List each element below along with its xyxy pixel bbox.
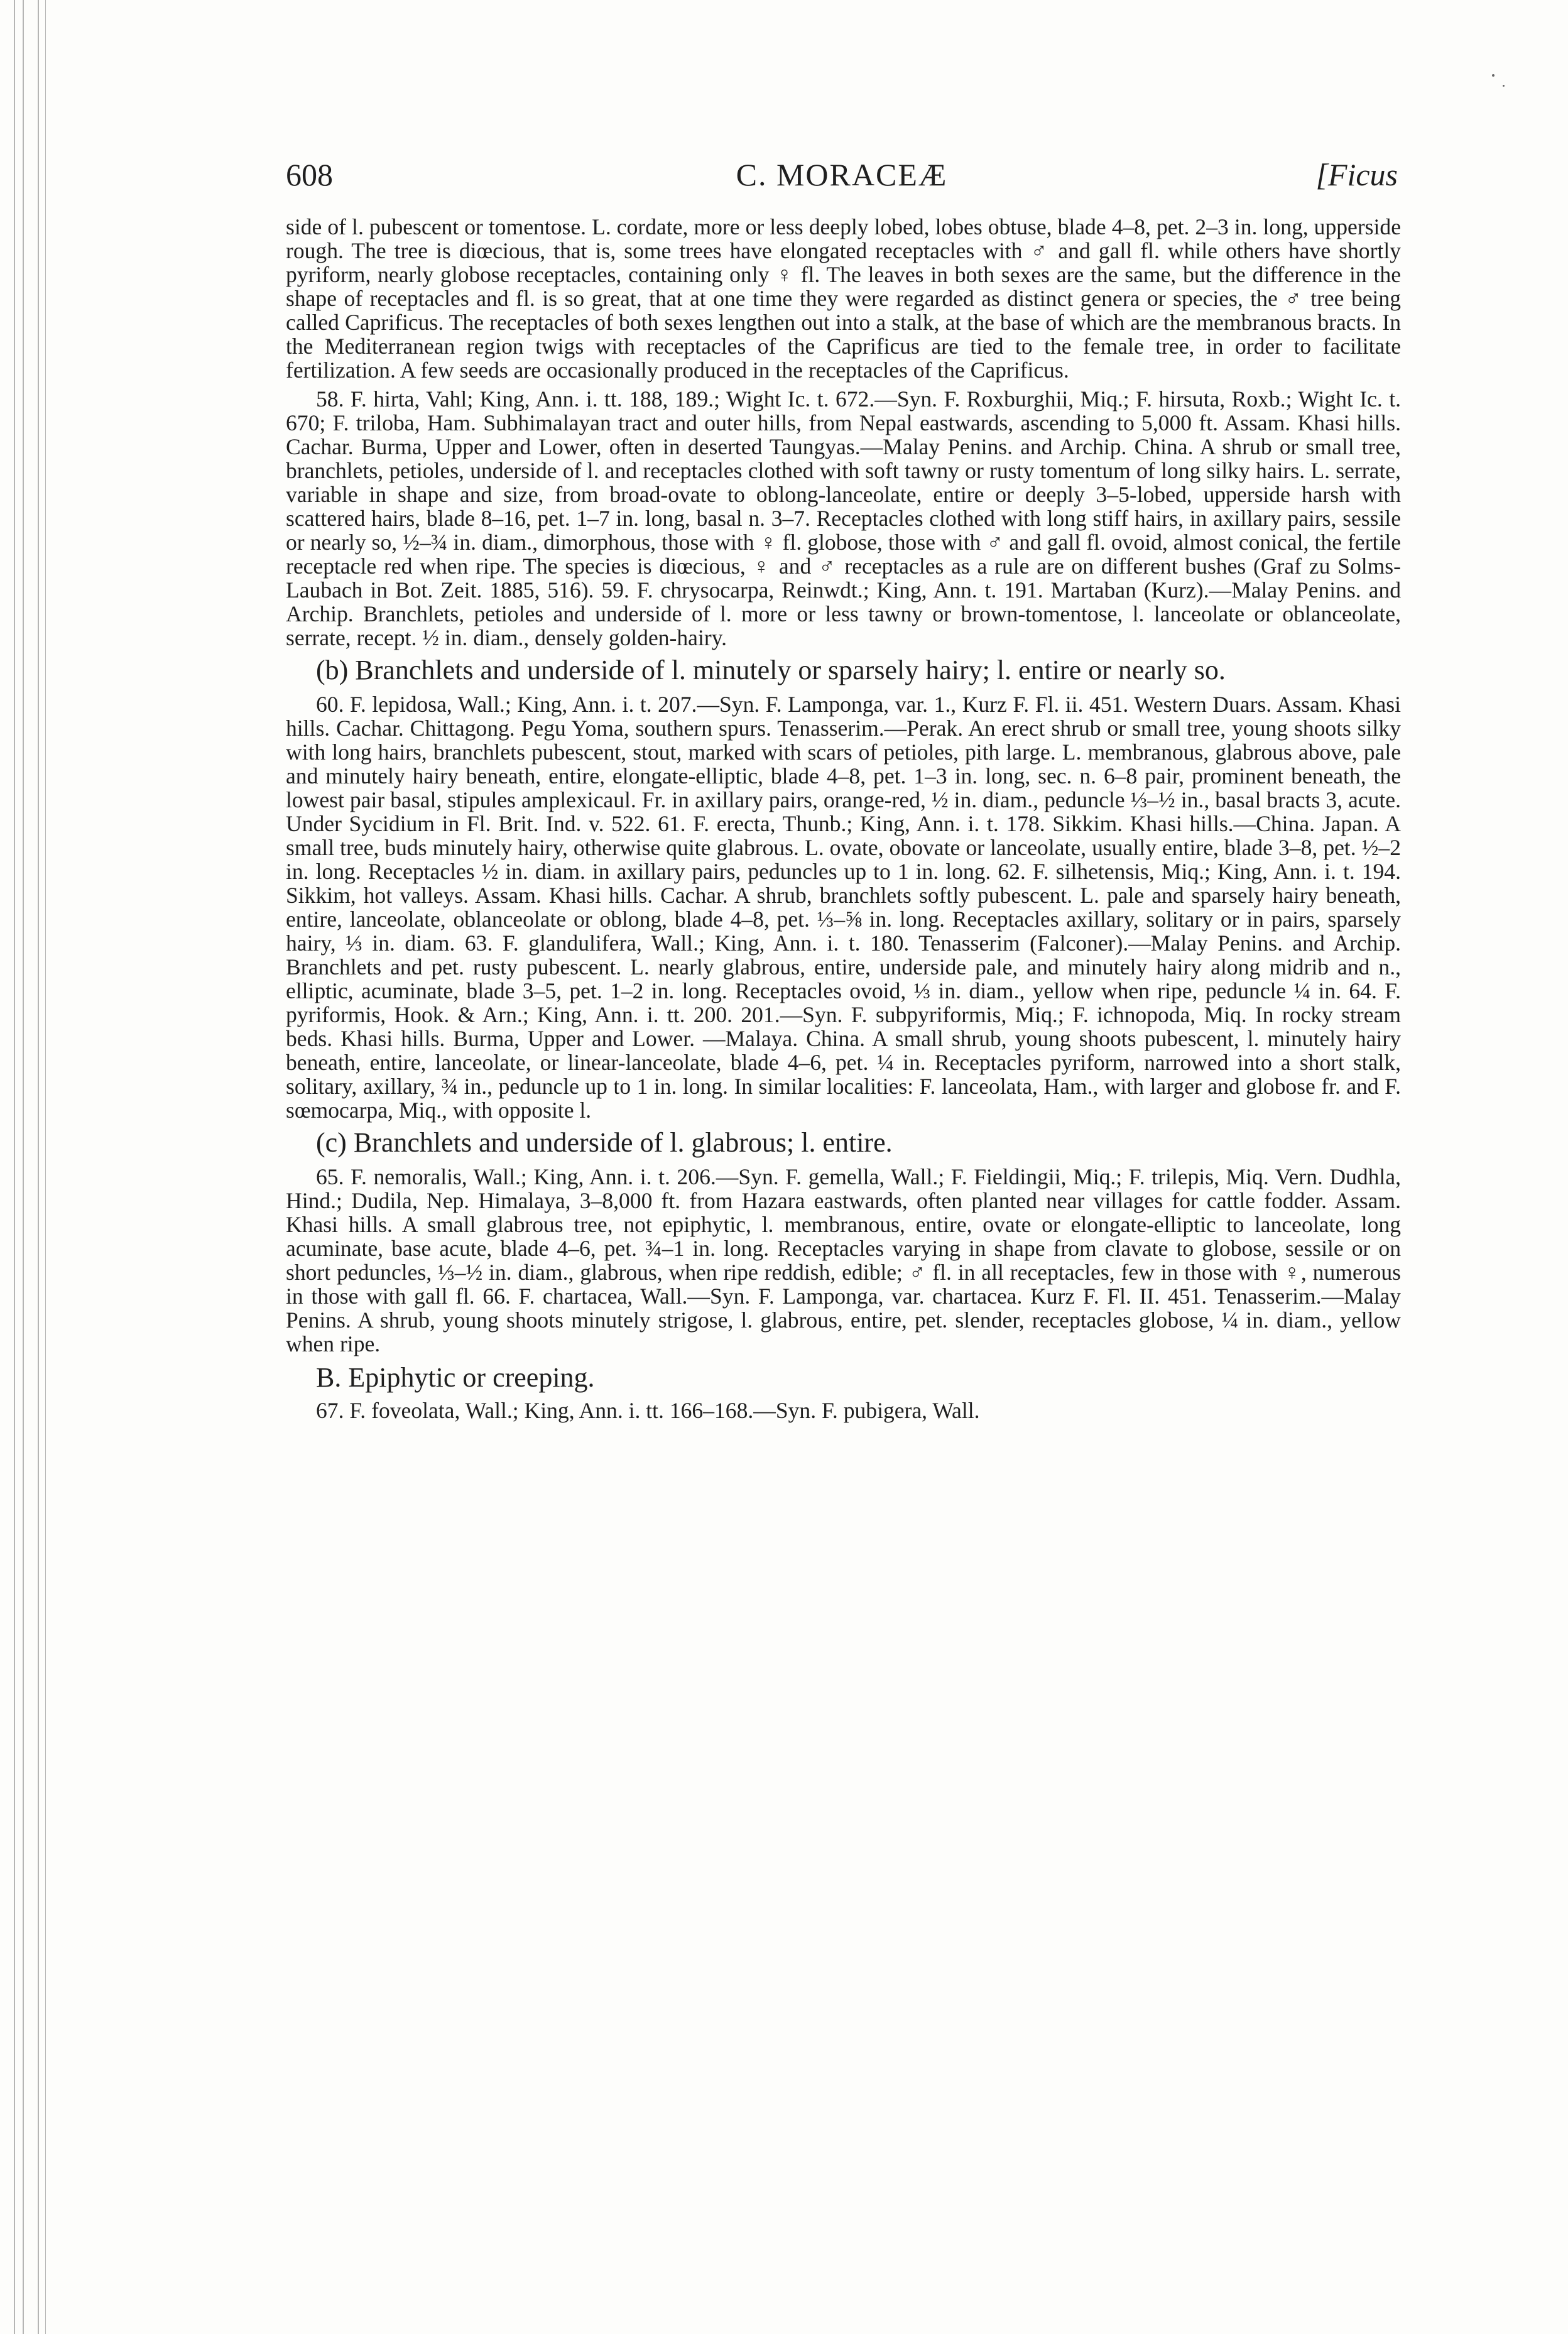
binding-rule <box>14 0 15 2334</box>
subheading-b: (b) Branchlets and underside of l. minutely or sparsely hairy; l. entire or nearly so. <box>316 655 1226 685</box>
scan-speck <box>1492 74 1494 77</box>
subheading-c: (c) Branchlets and underside of l. glabrous; l. entire. <box>316 1127 893 1158</box>
running-head: C. MORACEÆ <box>736 157 948 192</box>
section-marker: [Ficus <box>1315 157 1398 192</box>
paragraph-species-58: 58. F. hirta, Vahl; King, Ann. i. tt. 188, 189.; Wight Ic. t. 672.—Syn. F. Roxburghii, Miq.; F. hirsuta, Roxb.; Wight Ic. t. 670; F. triloba, Ham. Subhimalayan tract and outer hills, from Nepal eastwards, ascending to 5,000 ft. Assam. Khasi hills. Cachar. Burma, Upper and Lower, often in deserted Taungyas.—Malay Penins. and Archip. China. A shrub or small tree, branchlets, petioles, underside of l. and receptacles clothed with soft tawny or rusty tomentum of long silky hairs. L. serrate, variable in shape and size, from broad-ovate to oblong-lanceolate, entire or deeply 3–5-lobed, upperside harsh with scattered hairs, blade 8–16, pet. 1–7 in. long, basal n. 3–7. Receptacles clothed with long stiff hairs, in axillary pairs, sessile or nearly so, ½–¾ in. diam., dimorphous, those with ♀ fl. globose, those with ♂ and gall fl. ovoid, almost conical, the fertile receptacle red when ripe. The species is diœcious, ♀ and ♂ receptacles as a rule are on different bushes (Graf zu Solms-Laubach in Bot. Zeit. 1885, 516). 59. F. chrysocarpa, Reinwdt.; King, Ann. t. 191. Martaban (Kurz).—Malay Penins. and Archip. Branchlets, petioles and underside of l. more or less tawny or brown-tomentose, l. lanceolate or oblanceolate, serrate, recept. ½ in. diam., densely golden-hairy. <box>286 386 1401 650</box>
paragraph-species-60: 60. F. lepidosa, Wall.; King, Ann. i. t. 207.—Syn. F. Lamponga, var. 1., Kurz F. Fl. ii. 451. Western Duars. Assam. Khasi hills. Cachar. Chittagong. Pegu Yoma, southern spurs. Tenasserim.—Perak. An erect shrub or small tree, young shoots silky with long hairs, branchlets pubescent, stout, marked with scars of petioles, pith large. L. membranous, glabrous above, pale and minutely hairy beneath, entire, elongate-elliptic, blade 4–8, pet. 1–3 in. long, sec. n. 6–8 pair, prominent beneath, the lowest pair basal, stipules amplexicaul. Fr. in axillary pairs, orange-red, ½ in. diam., peduncle ⅓–½ in., basal bracts 3, acute. Under Sycidium in Fl. Brit. Ind. v. 522. 61. F. erecta, Thunb.; King, Ann. i. t. 178. Sikkim. Khasi hills.—China. Japan. A small tree, buds minutely hairy, otherwise quite glabrous. L. ovate, obovate or lanceolate, usually entire, blade 3–8, pet. ½–2 in. long. Receptacles ½ in. diam. in axillary pairs, peduncles up to 1 in. long. 62. F. silhetensis, Miq.; King, Ann. i. t. 194. Sikkim, hot valleys. Assam. Khasi hills. Cachar. A shrub, branchlets softly pubescent. L. pale and sparsely hairy beneath, entire, lanceolate, oblanceolate or oblong, blade 4–8, pet. ⅓–⅝ in. long. Receptacles axillary, solitary or in pairs, sparsely hairy, ⅓ in. diam. 63. F. glandulifera, Wall.; King, Ann. i. t. 180. Tenasserim (Falconer).—Malay Penins. and Archip. Branchlets and pet. rusty pubescent. L. nearly glabrous, entire, underside pale, and minutely hairy along midrib and n., elliptic, acuminate, blade 3–5, pet. 1–2 in. long. Receptacles ovoid, ⅓ in. diam., yellow when ripe, peduncle ¼ in. 64. F. pyriformis, Hook. & Arn.; King, Ann. i. tt. 200. 201.—Syn. F. subpyriformis, Miq.; F. ichnopoda, Miq. In rocky stream beds. Khasi hills. Burma, Upper and Lower. —Malaya. China. A small shrub, young shoots pubescent, l. minutely hairy beneath, entire, lanceolate, or linear-lanceolate, blade 4–6, pet. ¼ in. Receptacles pyriform, narrowed into a short stalk, solitary, axillary, ¾ in., peduncle up to 1 in. long. In similar localities: F. lanceolata, Ham., with larger and globose fr. and F. sœmocarpa, Miq., with opposite l. <box>286 692 1401 1123</box>
section-heading-b: B. Epiphytic or creeping. <box>316 1362 595 1393</box>
binding-rule <box>45 0 46 2334</box>
page-body <box>286 215 1401 1427</box>
scan-speck <box>1503 85 1505 87</box>
paragraph-species-65: 65. F. nemoralis, Wall.; King, Ann. i. t. 206.—Syn. F. gemella, Wall.; F. Fieldingii, Miq.; F. trilepis, Miq. Vern. Dudhla, Hind.; Dudila, Nep. Himalaya, 3–8,000 ft. from Hazara eastwards, often planted near villages for cattle fodder. Assam. Khasi hills. A small glabrous tree, not epiphytic, l. membranous, entire, ovate or elongate-elliptic to lanceolate, long acuminate, base acute, blade 4–6, pet. ¾–1 in. long. Receptacles varying in shape from clavate to globose, sessile or on short peduncles, ⅓–½ in. diam., glabrous, when ripe reddish, edible; ♂ fl. in all receptacles, few in those with ♀, numerous in those with gall fl. 66. F. chartacea, Wall.—Syn. F. Lamponga, var. chartacea. Kurz F. Fl. II. 451. Tenasserim.—Malay Penins. A shrub, young shoots minutely strigose, l. glabrous, entire, pet. slender, receptacles globose, ¼ in. diam., yellow when ripe. <box>286 1164 1401 1356</box>
page-header <box>286 150 1398 200</box>
page-number: 608 <box>286 157 333 192</box>
binding-rule <box>38 0 39 2334</box>
binding-rule <box>23 0 24 2334</box>
paragraph-species-67: 67. F. foveolata, Wall.; King, Ann. i. tt. 166–168.—Syn. F. pubigera, Wall. <box>316 1398 980 1423</box>
paragraph-continuation: side of l. pubescent or tomentose. L. cordate, more or less deeply lobed, lobes obtuse, blade 4–8, pet. 2–3 in. long, upperside rough. The tree is diœcious, that is, some trees have elongated receptacles with ♂ and gall fl. while others have shortly pyriform, nearly globose receptacles, containing only ♀ fl. The leaves in both sexes are the same, but the difference in the shape of receptacles and fl. is so great, that at one time they were regarded as distinct genera or species, the ♂ tree being called Caprificus. The receptacles of both sexes lengthen out into a stalk, at the base of which are the membranous bracts. In the Mediterranean region twigs with receptacles of the Caprificus are tied to the female tree, in order to facilitate fertilization. A few seeds are occasionally produced in the receptacles of the Caprificus. <box>286 214 1401 383</box>
